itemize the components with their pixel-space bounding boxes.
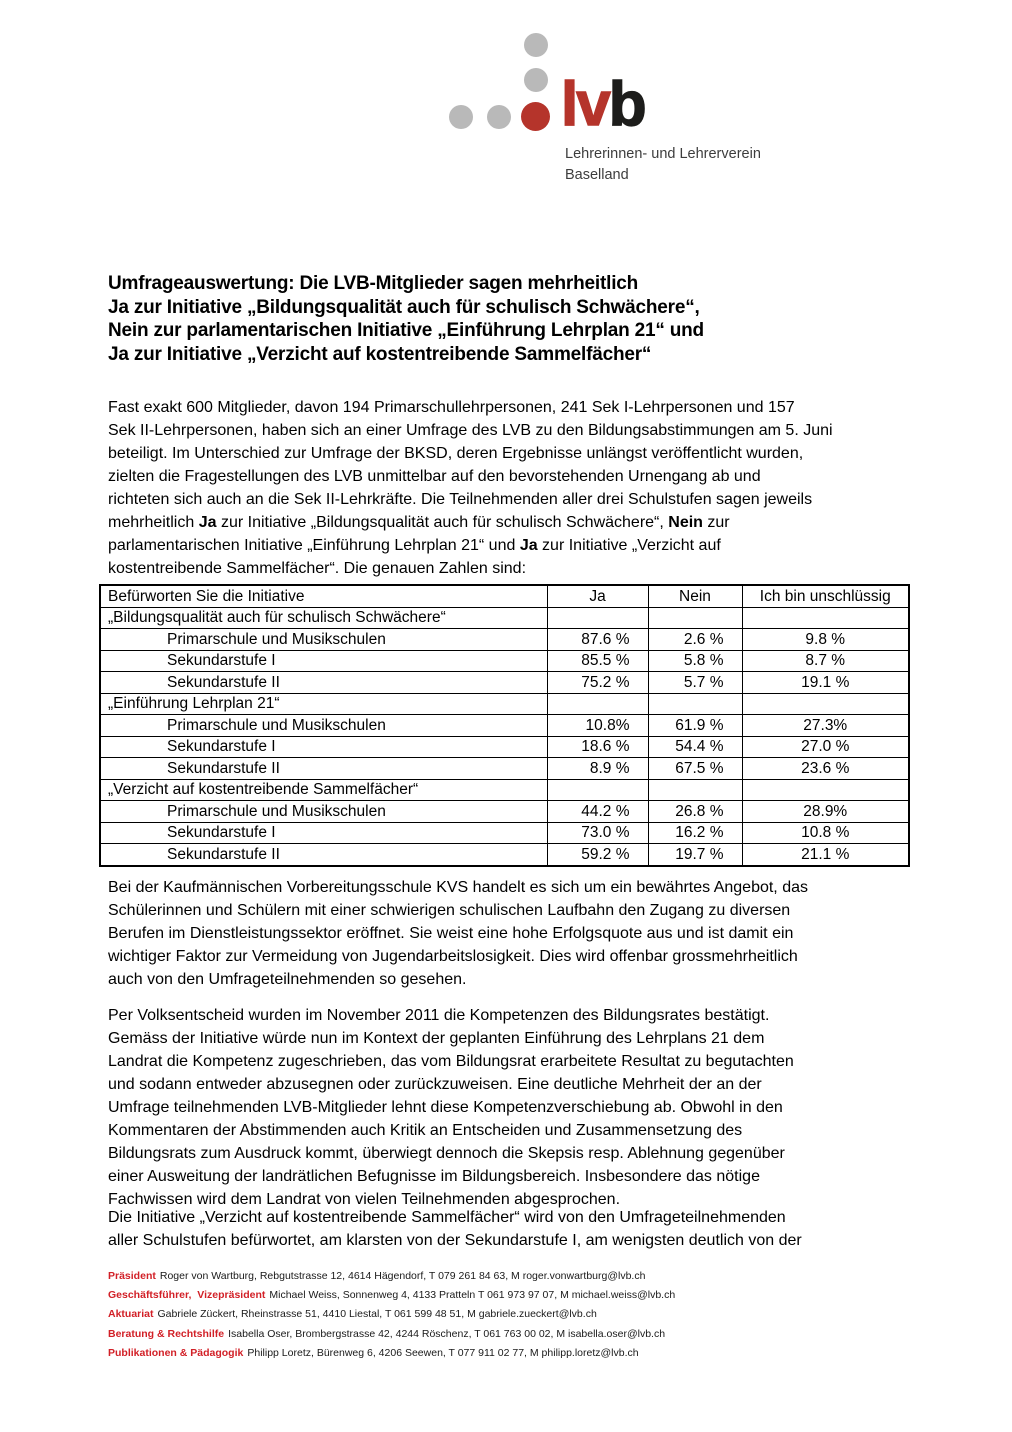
table-cell: 67.5 % — [648, 758, 742, 780]
footer-role-label: Aktuariat — [108, 1308, 154, 1321]
table-cell: Primarschule und Musikschulen — [100, 715, 547, 737]
table-cell — [547, 779, 648, 801]
footer-contact-text: Michael Weiss, Sonnenweg 4, 4133 Pratteln T 061 973 97 07, M michael.weiss@lvb.ch — [269, 1289, 676, 1302]
table-cell: 54.4 % — [648, 736, 742, 758]
text-line: Sek II-Lehrpersonen, haben sich an einer Umfrage des LVB zu den Bildungsabstimmungen am 5. Juni — [108, 422, 833, 439]
page-title — [108, 272, 938, 366]
text-line: Nein zur parlamentarischen Initiative „Einführung Lehrplan 21“ und — [108, 320, 704, 341]
footer-line — [108, 1347, 948, 1366]
table-cell: 44.2 % — [547, 801, 648, 823]
text-line: Gemäss der Initiative würde nun im Kontext der geplanten Einführung des Lehrplans 21 dem — [108, 1030, 765, 1047]
text-line: Fast exakt 600 Mitglieder, davon 194 Primarschullehrpersonen, 241 Sek I-Lehrpersonen und 157 — [108, 399, 795, 416]
table-cell: 10.8% — [547, 715, 648, 737]
table-cell: 10.8 % — [742, 822, 909, 844]
table-cell: Sekundarstufe II — [100, 844, 547, 866]
table-cell: 73.0 % — [547, 822, 648, 844]
text-line: Umfrageauswertung: Die LVB-Mitglieder sagen mehrheitlich — [108, 273, 639, 294]
table-cell: 27.0 % — [742, 736, 909, 758]
logo-tagline — [565, 144, 761, 186]
table-row — [100, 758, 909, 780]
emphasis-text: Nein — [668, 514, 703, 531]
paragraph-volksentscheid — [108, 1004, 968, 1211]
table-cell: 9.8 % — [742, 629, 909, 651]
table-cell: 23.6 % — [742, 758, 909, 780]
logo-dot-icon — [449, 105, 473, 129]
table-header-cell: Ja — [547, 585, 648, 607]
footer-contact-text: Philipp Loretz, Bürenweg 6, 4206 Seewen, T 077 911 02 77, M philipp.loretz@lvb.ch — [247, 1346, 639, 1359]
text-line — [108, 534, 968, 557]
table-cell — [547, 693, 648, 715]
table-header-cell: Befürworten Sie die Initiative — [100, 585, 547, 607]
table-cell — [547, 607, 648, 629]
tagline-line2: Baselland — [565, 167, 629, 183]
text-line: Kommentaren der Abstimmenden auch Kritik an Entscheiden und Zusammensetzung des — [108, 1122, 743, 1139]
text-line: aller Schulstufen befürwortet, am klarsten von der Sekundarstufe I, am wenigsten deutlich von der — [108, 1232, 802, 1249]
tagline-line1: Lehrerinnen- und Lehrerverein — [565, 146, 761, 162]
table-row — [100, 650, 909, 672]
logo-dot-icon — [524, 33, 548, 57]
table-cell — [742, 779, 909, 801]
table-cell: Sekundarstufe I — [100, 736, 547, 758]
footer-role-label: Präsident — [108, 1270, 156, 1282]
table-cell: „Bildungsqualität auch für schulisch Schwächere“ — [100, 607, 547, 629]
table-cell: 8.9 % — [547, 758, 648, 780]
table-body — [100, 607, 909, 866]
table-cell: 8.7 % — [742, 650, 909, 672]
table-cell: 75.2 % — [547, 672, 648, 694]
paragraph-intro — [108, 396, 968, 580]
table-section-row — [100, 779, 909, 801]
text-line: Fachwissen wird dem Landrat von vielen Teilnehmenden abgesprochen. — [108, 1191, 621, 1208]
table-cell: Sekundarstufe I — [100, 822, 547, 844]
table-cell: 2.6 % — [648, 629, 742, 651]
text-line: Umfrage teilnehmenden LVB-Mitglieder lehnt diese Kompetenzverschiebung ab. Obwohl in den — [108, 1099, 783, 1116]
text-line: zielten die Fragestellungen des LVB unmittelbar auf den bevorstehenden Urnengang ab und — [108, 468, 761, 485]
contact-footer — [108, 1270, 948, 1366]
table-cell: 19.7 % — [648, 844, 742, 866]
text-segment: mehrheitlich — [108, 514, 199, 531]
footer-line — [108, 1308, 948, 1327]
table-cell — [648, 607, 742, 629]
table-cell — [742, 607, 909, 629]
logo-dot-icon — [524, 68, 548, 92]
footer-role-label: Beratung & Rechtshilfe — [108, 1327, 225, 1340]
table-cell: Primarschule und Musikschulen — [100, 629, 547, 651]
table-header-cell: Nein — [648, 585, 742, 607]
table-cell: 5.7 % — [648, 672, 742, 694]
logo-dot-icon — [521, 102, 550, 131]
footer-contact-text: Isabella Oser, Brombergstrasse 42, 4244 Röschenz, T 061 763 00 02, M isabella.oser@lvb.ch — [228, 1327, 666, 1340]
table-cell: 16.2 % — [648, 822, 742, 844]
footer-line — [108, 1289, 948, 1308]
paragraph-kvs — [108, 876, 968, 991]
table-cell: 21.1 % — [742, 844, 909, 866]
text-line: Bildungsrats zum Ausdruck kommt, überwiegt dennoch die Skepsis resp. Ablehnung gegenüber — [108, 1145, 785, 1162]
table-row — [100, 736, 909, 758]
text-segment: zur Initiative „Verzicht auf — [537, 537, 721, 554]
text-line: Schülerinnen und Schülern mit einer schwierigen schulischen Laufbahn den Zugang zu diversen — [108, 902, 791, 919]
logo-dot-icon — [487, 105, 511, 129]
table-cell: 5.8 % — [648, 650, 742, 672]
text-segment: zur — [702, 514, 730, 531]
text-segment: parlamentarischen Initiative „Einführung Lehrplan 21“ und — [108, 537, 520, 554]
table-cell: 87.6 % — [547, 629, 648, 651]
footer-contact-text: Roger von Wartburg, Rebgutstrasse 12, 4614 Hägendorf, T 079 261 84 63, M roger.vonwartburg@lvb.ch — [159, 1270, 646, 1282]
table-cell — [648, 779, 742, 801]
text-line: Berufen im Dienstleistungssektor eröffnet. Sie weist eine hohe Erfolgsquote aus und ist damit ein — [108, 925, 794, 942]
text-line: einer Ausweitung der landrätlichen Befugnisse im Bildungsbereich. Insbesondere das nötige — [108, 1168, 760, 1185]
table-row — [100, 801, 909, 823]
footer-contact-text: Gabriele Zückert, Rheinstrasse 51, 4410 Liestal, T 061 599 48 51, M gabriele.zueckert@lvb.ch — [157, 1308, 597, 1321]
table-section-row — [100, 607, 909, 629]
text-line: wichtiger Faktor zur Vermeidung von Jugendarbeitslosigkeit. Dies wird offenbar grossmehrheitlich — [108, 948, 798, 965]
text-line: richteten sich auch an die Sek II-Lehrkräfte. Die Teilnehmenden aller drei Schulstufen sagen jeweils — [108, 491, 813, 508]
table-cell: Sekundarstufe II — [100, 672, 547, 694]
table-cell: 85.5 % — [547, 650, 648, 672]
table-row — [100, 844, 909, 866]
text-line: Per Volksentscheid wurden im November 2011 die Kompetenzen des Bildungsrates bestätigt. — [108, 1007, 770, 1024]
wordmark-b: b — [608, 70, 645, 139]
table-cell: Sekundarstufe I — [100, 650, 547, 672]
footer-role-label: Geschäftsführer, Vizepräsident — [108, 1289, 266, 1302]
table-cell: 61.9 % — [648, 715, 742, 737]
table-row — [100, 672, 909, 694]
table-row — [100, 822, 909, 844]
table-cell: 26.8 % — [648, 801, 742, 823]
paragraph-sammelfaecher — [108, 1206, 968, 1252]
table-cell: 19.1 % — [742, 672, 909, 694]
table-cell — [648, 693, 742, 715]
results-table — [99, 584, 910, 867]
text-segment: zur Initiative „Bildungsqualität auch für schulisch Schwächere“, — [216, 514, 669, 531]
table-cell — [742, 693, 909, 715]
table-header-cell: Ich bin unschlüssig — [742, 585, 909, 607]
lvb-wordmark — [561, 70, 645, 139]
table-head — [100, 585, 909, 607]
table-cell: Sekundarstufe II — [100, 758, 547, 780]
table-cell: 27.3% — [742, 715, 909, 737]
text-line — [108, 511, 968, 534]
footer-line — [108, 1328, 948, 1347]
text-line: beteiligt. Im Unterschied zur Umfrage der BKSD, deren Ergebnisse unlängst veröffentlicht wurden, — [108, 445, 804, 462]
emphasis-text: Ja — [519, 537, 538, 554]
table-cell: 28.9% — [742, 801, 909, 823]
table-cell: Primarschule und Musikschulen — [100, 801, 547, 823]
table-row — [100, 715, 909, 737]
footer-line — [108, 1270, 948, 1289]
text-line: Die Initiative „Verzicht auf kostentreibende Sammelfächer“ wird von den Umfrageteilnehmenden — [108, 1209, 786, 1226]
table-row — [100, 629, 909, 651]
text-line: Ja zur Initiative „Bildungsqualität auch für schulisch Schwächere“, — [108, 296, 700, 318]
table-cell: 59.2 % — [547, 844, 648, 866]
table-cell: „Verzicht auf kostentreibende Sammelfächer“ — [100, 779, 547, 801]
text-line: auch von den Umfrageteilnehmenden so gesehen. — [108, 971, 467, 988]
text-line: und sodann entweder abzusegnen oder zurückzuweisen. Eine deutliche Mehrheit der an der — [108, 1076, 762, 1093]
text-line: Bei der Kaufmännischen Vorbereitungsschule KVS handelt es sich um ein bewährtes Angebot, das — [108, 879, 808, 896]
footer-role-label: Publikationen & Pädagogik — [108, 1346, 244, 1359]
table-cell: 18.6 % — [547, 736, 648, 758]
text-line: Landrat die Kompetenz zugeschrieben, das vom Bildungsrat erarbeitete Resultat zu begutachten — [108, 1053, 794, 1070]
wordmark-lv: lv — [561, 70, 609, 139]
table-cell: „Einführung Lehrplan 21“ — [100, 693, 547, 715]
table-section-row — [100, 693, 909, 715]
text-line: Ja zur Initiative „Verzicht auf kostentreibende Sammelfächer“ — [108, 343, 652, 365]
text-line: kostentreibende Sammelfächer“. Die genauen Zahlen sind: — [108, 560, 527, 577]
emphasis-text: Ja — [198, 514, 217, 531]
table-header-row — [100, 585, 909, 607]
